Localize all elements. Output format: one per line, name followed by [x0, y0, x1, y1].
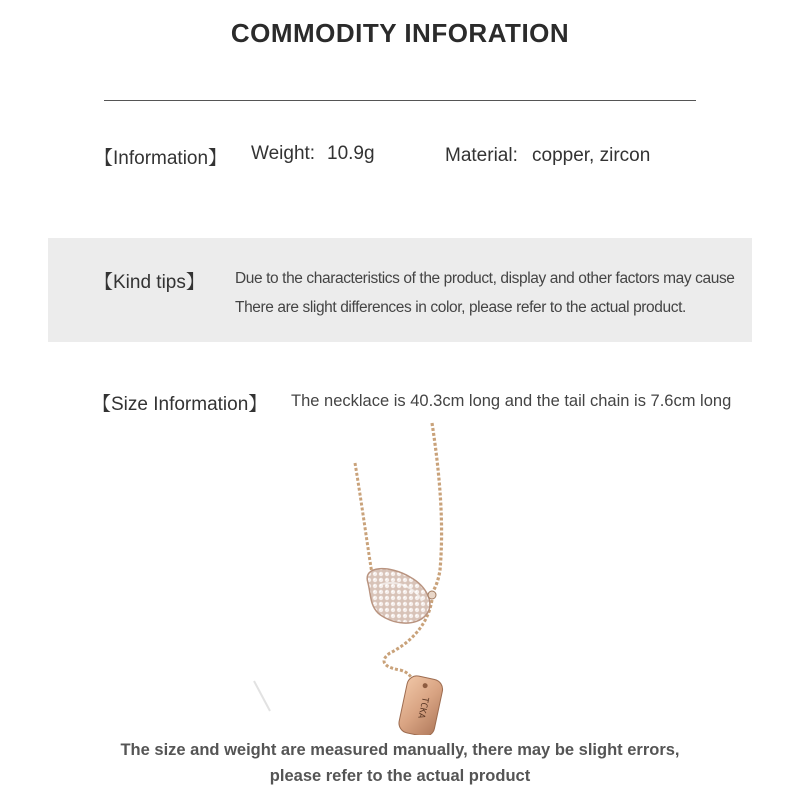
necklace-product-image	[240, 415, 560, 735]
kind-tips-line-1: Due to the characteristics of the product, display and other factors may cause	[235, 270, 735, 287]
size-information-label: 【Size Information】	[92, 394, 268, 415]
size-information-text: The necklace is 40.3cm long and the tail chain is 7.6cm long	[291, 392, 732, 410]
chain-left	[355, 463, 373, 580]
footer-note-line-2: please refer to the actual product	[269, 767, 531, 785]
footer-note-line-1: The size and weight are measured manually, there may be slight errors,	[120, 741, 680, 759]
engraved-tag	[397, 674, 444, 735]
tag-engraving: TCKA	[415, 695, 430, 720]
kind-tips-label: 【Kind tips】	[94, 272, 205, 293]
material-value: copper, zircon	[532, 145, 651, 166]
page-title: COMMODITY INFORATION	[230, 18, 570, 48]
information-label: 【Information】	[94, 148, 228, 169]
title-divider	[104, 100, 696, 101]
weight-value: 10.9g	[327, 143, 375, 164]
material-label: Material:	[445, 145, 518, 166]
weight-label: Weight:	[251, 143, 316, 164]
zircon-bean-pendant	[367, 569, 430, 623]
kind-tips-line-2: There are slight differences in color, please refer to the actual product.	[235, 299, 686, 316]
chain-right	[430, 423, 442, 595]
